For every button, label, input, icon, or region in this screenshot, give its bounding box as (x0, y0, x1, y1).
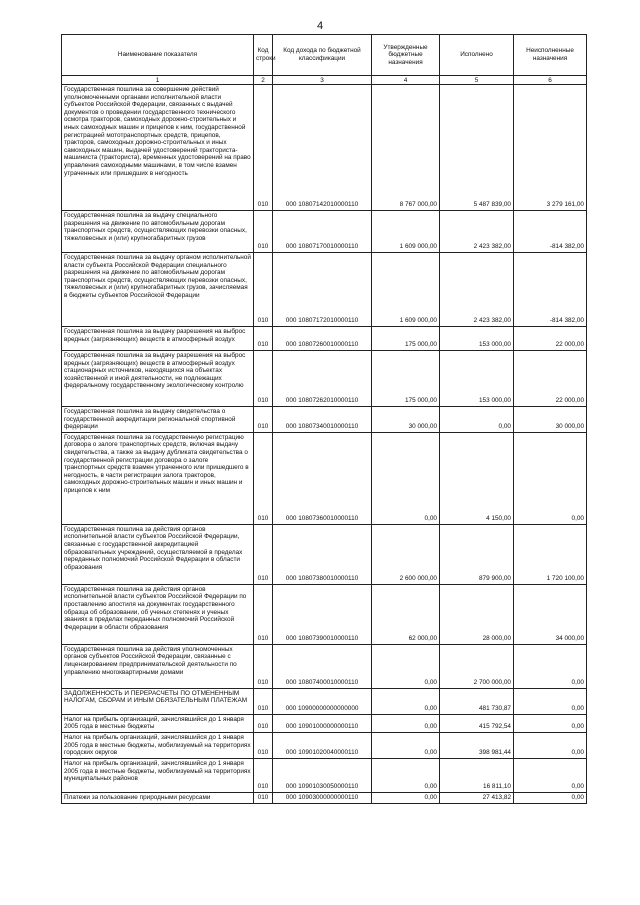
row-kbk: 000 10807172010000110 (273, 253, 372, 327)
row-approved: 0,00 (372, 714, 440, 732)
page-number: 4 (316, 20, 324, 32)
table-row (62, 253, 587, 327)
row-name: Государственная пошлина за выдачу свидетельства о государственной аккредитации региональной спортивной федерации (62, 407, 254, 433)
header-name: Наименование показателя (62, 35, 254, 76)
row-approved: 175 000,00 (372, 327, 440, 351)
row-name: Государственная пошлина за действия уполномоченных органов субъектов Российской Федерации, связанные с лицензированием предпринимательской деятельности по управлению многоквартирными домами (62, 644, 254, 688)
row-kbk: 000 10901000000000110 (273, 714, 372, 732)
row-name: Государственная пошлина за выдачу разрешения на выброс вредных (загрязняющих) веществ в атмосферный воздух (62, 327, 254, 351)
row-name: Платежи за пользование природными ресурсами (62, 792, 254, 803)
row-approved: 2 600 000,00 (372, 524, 440, 584)
column-number: 5 (440, 76, 514, 85)
header-unexecuted: Неисполненные назначения (514, 35, 587, 76)
table-row (62, 732, 587, 758)
header-executed: Исполнено (440, 35, 514, 76)
row-unexecuted: 34 000,00 (514, 584, 587, 644)
row-name: Налог на прибыль организаций, зачислявшийся до 1 января 2005 года в местные бюджеты, мобилизуемый на территориях муниципальных районов (62, 758, 254, 792)
row-line-code: 010 (254, 732, 273, 758)
row-executed: 0,00 (440, 407, 514, 433)
row-unexecuted: 0,00 (514, 714, 587, 732)
row-approved: 0,00 (372, 644, 440, 688)
row-unexecuted: 0,00 (514, 688, 587, 714)
table-row (62, 758, 587, 792)
table-row (62, 85, 587, 211)
row-name: Государственная пошлина за выдачу разрешения на выброс вредных (загрязняющих) веществ в атмосферный воздух стационарных источников, находящихся на объектах хозяйственной и иной деятельности, не подлежащих федеральному государственному экологическому контролю (62, 351, 254, 407)
row-kbk: 000 10807400010000110 (273, 644, 372, 688)
row-name: Государственная пошлина за выдачу органом исполнительной власти субъекта Российской Федерации специального разрешения на движение по автомобильным дорогам транспортных средств, осуществляющих перевозки опасных, тяжеловесных и (или) крупногабаритных грузов, зачисляемая в бюджеты субъектов Российской Федерации (62, 253, 254, 327)
row-kbk: 000 10807390010000110 (273, 584, 372, 644)
row-kbk: 000 10807260010000110 (273, 327, 372, 351)
row-executed: 4 150,00 (440, 432, 514, 524)
row-line-code: 010 (254, 524, 273, 584)
row-unexecuted: -814 382,00 (514, 253, 587, 327)
table-row (62, 211, 587, 253)
row-executed: 415 792,54 (440, 714, 514, 732)
row-kbk: 000 10807380010000110 (273, 524, 372, 584)
row-line-code: 010 (254, 211, 273, 253)
row-approved: 62 000,00 (372, 584, 440, 644)
row-approved: 0,00 (372, 792, 440, 803)
row-executed: 16 811,10 (440, 758, 514, 792)
row-kbk: 000 10807142010000110 (273, 85, 372, 211)
row-approved: 175 000,00 (372, 351, 440, 407)
table-row (62, 407, 587, 433)
row-executed: 27 413,82 (440, 792, 514, 803)
table-row (62, 351, 587, 407)
column-number: 1 (62, 76, 254, 85)
row-name: Налог на прибыль организаций, зачислявшийся до 1 января 2005 года в местные бюджеты, мобилизуемый на территориях городских округов (62, 732, 254, 758)
row-unexecuted: 22 000,00 (514, 327, 587, 351)
row-executed: 2 423 382,00 (440, 253, 514, 327)
header-kbk: Код дохода по бюджетной классификации (273, 35, 372, 76)
row-name: Государственная пошлина за совершение действий уполномоченными органами исполнительной власти субъектов Российской Федерации, связанных с выдачей документов о проведении государственного технического осмотра тракторов, самоходных дорожно-строительных и иных самоходных машин и прицепов к ним, государственной регистрацией мототранспортных средств, прицепов, тракторов, самоходных дорожно-строительных и иных самоходных машин, выдачей удостоверений тракториста-машиниста (тракториста), временных удостоверений на право управления самоходными машинами, в том числе взамен утраченных или пришедших в негодность (62, 85, 254, 211)
table-row (62, 327, 587, 351)
row-line-code: 010 (254, 432, 273, 524)
row-name: Налог на прибыль организаций, зачислявшийся до 1 января 2005 года в местные бюджеты (62, 714, 254, 732)
row-approved: 0,00 (372, 688, 440, 714)
row-kbk: 000 10903000000000110 (273, 792, 372, 803)
row-unexecuted: 0,00 (514, 758, 587, 792)
budget-execution-table (61, 34, 587, 804)
column-number: 4 (372, 76, 440, 85)
row-executed: 879 900,00 (440, 524, 514, 584)
table-row (62, 524, 587, 584)
table-row (62, 792, 587, 803)
row-unexecuted: 30 000,00 (514, 407, 587, 433)
row-approved: 8 767 000,00 (372, 85, 440, 211)
row-approved: 1 609 000,00 (372, 211, 440, 253)
row-name: Государственная пошлина за государственную регистрацию договора о залоге транспортных средств, включая выдачу свидетельства, а также за выдачу дубликата свидетельства о государственной регистрации договора о залоге транспортных средств взамен утраченного или пришедшего в негодность, в части регистрации залога тракторов, самоходных дорожно-строительных машин и иных машин и прицепов к ним (62, 432, 254, 524)
row-kbk: 000 10901030050000110 (273, 758, 372, 792)
row-line-code: 010 (254, 327, 273, 351)
table-row (62, 688, 587, 714)
row-name: Государственная пошлина за выдачу специального разрешения на движение по автомобильным дорогам транспортных средств, осуществляющих перевозки опасных, тяжеловесных и (или) крупногабаритных грузов (62, 211, 254, 253)
row-executed: 398 981,44 (440, 732, 514, 758)
row-name: Государственная пошлина за действия органов исполнительной власти субъектов Российской Федерации, связанные с государственной аккредитацией образовательных учреждений, осуществляемой в пределах переданных полномочий Российской Федерации в области образования (62, 524, 254, 584)
row-approved: 0,00 (372, 432, 440, 524)
row-kbk: 000 10807170010000110 (273, 211, 372, 253)
column-number: 6 (514, 76, 587, 85)
row-name: ЗАДОЛЖЕННОСТЬ И ПЕРЕРАСЧЕТЫ ПО ОТМЕНЕННЫМ НАЛОГАМ, СБОРАМ И ИНЫМ ОБЯЗАТЕЛЬНЫМ ПЛАТЕЖАМ (62, 688, 254, 714)
row-executed: 153 000,00 (440, 351, 514, 407)
row-kbk: 000 10807360010000110 (273, 432, 372, 524)
row-unexecuted: 0,00 (514, 732, 587, 758)
row-approved: 30 000,00 (372, 407, 440, 433)
row-executed: 153 000,00 (440, 327, 514, 351)
row-line-code: 010 (254, 714, 273, 732)
row-unexecuted: 3 279 161,00 (514, 85, 587, 211)
row-unexecuted: 22 000,00 (514, 351, 587, 407)
row-kbk: 000 10900000000000000 (273, 688, 372, 714)
row-executed: 481 730,87 (440, 688, 514, 714)
column-number: 2 (254, 76, 273, 85)
row-line-code: 010 (254, 253, 273, 327)
row-approved: 1 609 000,00 (372, 253, 440, 327)
row-executed: 28 000,00 (440, 584, 514, 644)
row-line-code: 010 (254, 85, 273, 211)
row-unexecuted: -814 382,00 (514, 211, 587, 253)
row-line-code: 010 (254, 688, 273, 714)
row-line-code: 010 (254, 351, 273, 407)
table-row (62, 644, 587, 688)
header-approved: Утвержденные бюджетные назначения (372, 35, 440, 76)
row-unexecuted: 0,00 (514, 792, 587, 803)
row-name: Государственная пошлина за действия органов исполнительной власти субъектов Российской Федерации по проставлению апостиля на документах государственного образца об образовании, об ученых степенях и ученых званиях в пределах переданных полномочий Российской Федерации в области образования (62, 584, 254, 644)
row-executed: 2 700 000,00 (440, 644, 514, 688)
header-row (62, 35, 587, 76)
row-line-code: 010 (254, 758, 273, 792)
row-executed: 2 423 382,00 (440, 211, 514, 253)
row-kbk: 000 10901020040000110 (273, 732, 372, 758)
row-kbk: 000 10807340010000110 (273, 407, 372, 433)
row-kbk: 000 10807262010000110 (273, 351, 372, 407)
row-unexecuted: 0,00 (514, 644, 587, 688)
header-row-code: Код строки (254, 35, 273, 76)
table-row (62, 714, 587, 732)
table-row (62, 584, 587, 644)
row-line-code: 010 (254, 644, 273, 688)
row-unexecuted: 1 720 100,00 (514, 524, 587, 584)
row-approved: 0,00 (372, 732, 440, 758)
table-row (62, 432, 587, 524)
row-line-code: 010 (254, 792, 273, 803)
row-executed: 5 487 839,00 (440, 85, 514, 211)
row-line-code: 010 (254, 584, 273, 644)
row-unexecuted: 0,00 (514, 432, 587, 524)
row-line-code: 010 (254, 407, 273, 433)
column-number: 3 (273, 76, 372, 85)
row-approved: 0,00 (372, 758, 440, 792)
column-number-row (62, 76, 587, 85)
